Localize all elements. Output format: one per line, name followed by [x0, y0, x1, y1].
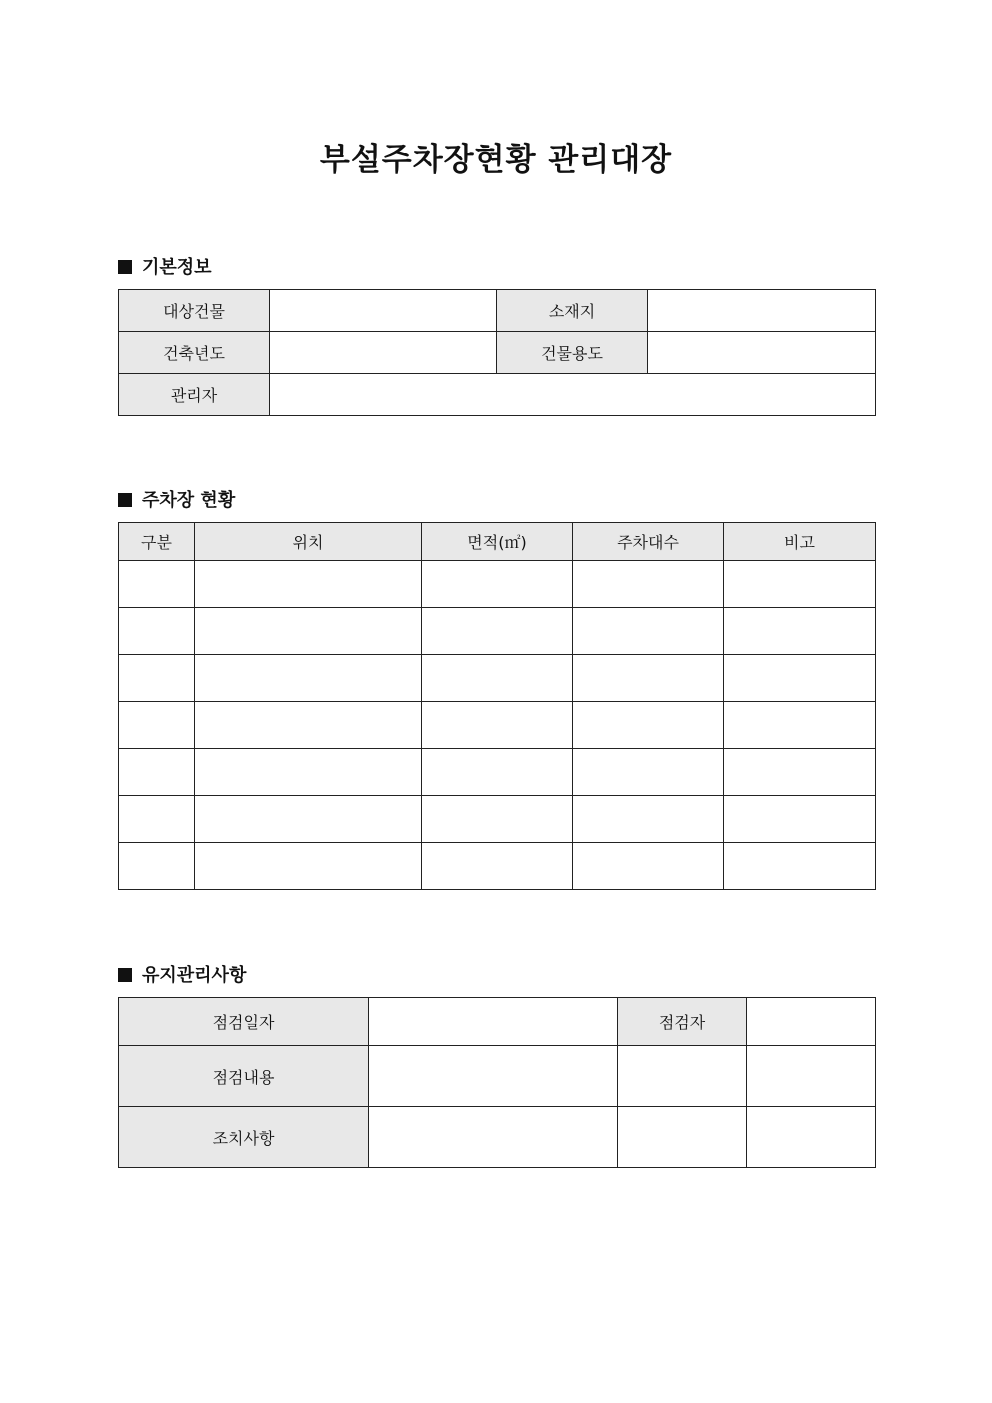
action-taken-label: 조치사항	[119, 1107, 369, 1168]
inspection-content-extra-field[interactable]	[618, 1046, 747, 1107]
square-bullet-icon	[118, 260, 132, 274]
table-cell[interactable]	[422, 843, 573, 890]
table-cell[interactable]	[422, 561, 573, 608]
target-building-field[interactable]	[270, 290, 497, 332]
table-cell[interactable]	[573, 702, 724, 749]
section-basic-label: 기본정보	[142, 257, 212, 278]
table-cell[interactable]	[573, 655, 724, 702]
table-cell[interactable]	[422, 796, 573, 843]
location-label: 소재지	[497, 290, 648, 332]
table-row	[119, 1046, 876, 1107]
table-cell[interactable]	[573, 843, 724, 890]
built-year-field[interactable]	[270, 332, 497, 374]
square-bullet-icon	[118, 493, 132, 507]
table-cell[interactable]	[195, 843, 422, 890]
section-parking-label: 주차장 현황	[142, 490, 236, 511]
table-cell[interactable]	[724, 702, 876, 749]
section-maintenance-label: 유지관리사항	[142, 965, 247, 986]
table-cell[interactable]	[573, 749, 724, 796]
building-use-label: 건물용도	[497, 332, 648, 374]
table-cell[interactable]	[119, 655, 195, 702]
table-cell[interactable]	[724, 796, 876, 843]
inspection-date-field[interactable]	[369, 998, 618, 1046]
action-taken-field[interactable]	[369, 1107, 618, 1168]
col-header-position: 위치	[195, 523, 422, 561]
table-row	[119, 796, 876, 843]
table-cell[interactable]	[724, 749, 876, 796]
table-row	[119, 290, 876, 332]
table-row	[119, 843, 876, 890]
table-cell[interactable]	[119, 561, 195, 608]
section-heading-maintenance	[118, 961, 246, 987]
basic-info-table	[118, 289, 876, 416]
action-taken-extra-field[interactable]	[618, 1107, 747, 1168]
table-cell[interactable]	[724, 655, 876, 702]
location-field[interactable]	[648, 290, 876, 332]
action-taken-extra-field[interactable]	[747, 1107, 876, 1168]
built-year-label: 건축년도	[119, 332, 270, 374]
table-cell[interactable]	[195, 702, 422, 749]
col-header-area: 면적(㎡)	[422, 523, 573, 561]
building-use-field[interactable]	[648, 332, 876, 374]
table-cell[interactable]	[422, 749, 573, 796]
table-cell[interactable]	[195, 749, 422, 796]
col-header-parking-count: 주차대수	[573, 523, 724, 561]
table-cell[interactable]	[119, 702, 195, 749]
table-cell[interactable]	[422, 702, 573, 749]
inspector-label: 점검자	[618, 998, 747, 1046]
table-cell[interactable]	[195, 796, 422, 843]
table-cell[interactable]	[119, 608, 195, 655]
table-cell[interactable]	[195, 655, 422, 702]
table-cell[interactable]	[724, 608, 876, 655]
table-cell[interactable]	[724, 561, 876, 608]
table-row	[119, 655, 876, 702]
table-cell[interactable]	[573, 796, 724, 843]
table-cell[interactable]	[422, 608, 573, 655]
parking-status-table	[118, 522, 876, 890]
inspection-content-extra-field[interactable]	[747, 1046, 876, 1107]
col-header-remarks: 비고	[724, 523, 876, 561]
manager-label: 관리자	[119, 374, 270, 416]
table-cell[interactable]	[195, 608, 422, 655]
inspector-field[interactable]	[747, 998, 876, 1046]
table-cell[interactable]	[119, 796, 195, 843]
table-row	[119, 1107, 876, 1168]
table-cell[interactable]	[573, 561, 724, 608]
table-row	[119, 332, 876, 374]
inspection-date-label: 점검일자	[119, 998, 369, 1046]
inspection-content-field[interactable]	[369, 1046, 618, 1107]
col-header-category: 구분	[119, 523, 195, 561]
target-building-label: 대상건물	[119, 290, 270, 332]
table-cell[interactable]	[119, 749, 195, 796]
table-row	[119, 749, 876, 796]
section-heading-parking	[118, 486, 235, 512]
maintenance-table	[118, 997, 876, 1168]
page-title: 부설주차장현황 관리대장	[319, 142, 673, 178]
table-row	[119, 608, 876, 655]
table-cell[interactable]	[724, 843, 876, 890]
square-bullet-icon	[118, 968, 132, 982]
table-header-row	[119, 523, 876, 561]
section-heading-basic	[118, 253, 212, 279]
table-cell[interactable]	[119, 843, 195, 890]
inspection-content-label: 점검내용	[119, 1046, 369, 1107]
table-row	[119, 998, 876, 1046]
table-cell[interactable]	[422, 655, 573, 702]
table-cell[interactable]	[573, 608, 724, 655]
table-cell[interactable]	[195, 561, 422, 608]
table-row	[119, 561, 876, 608]
table-row	[119, 374, 876, 416]
manager-field[interactable]	[270, 374, 876, 416]
table-row	[119, 702, 876, 749]
